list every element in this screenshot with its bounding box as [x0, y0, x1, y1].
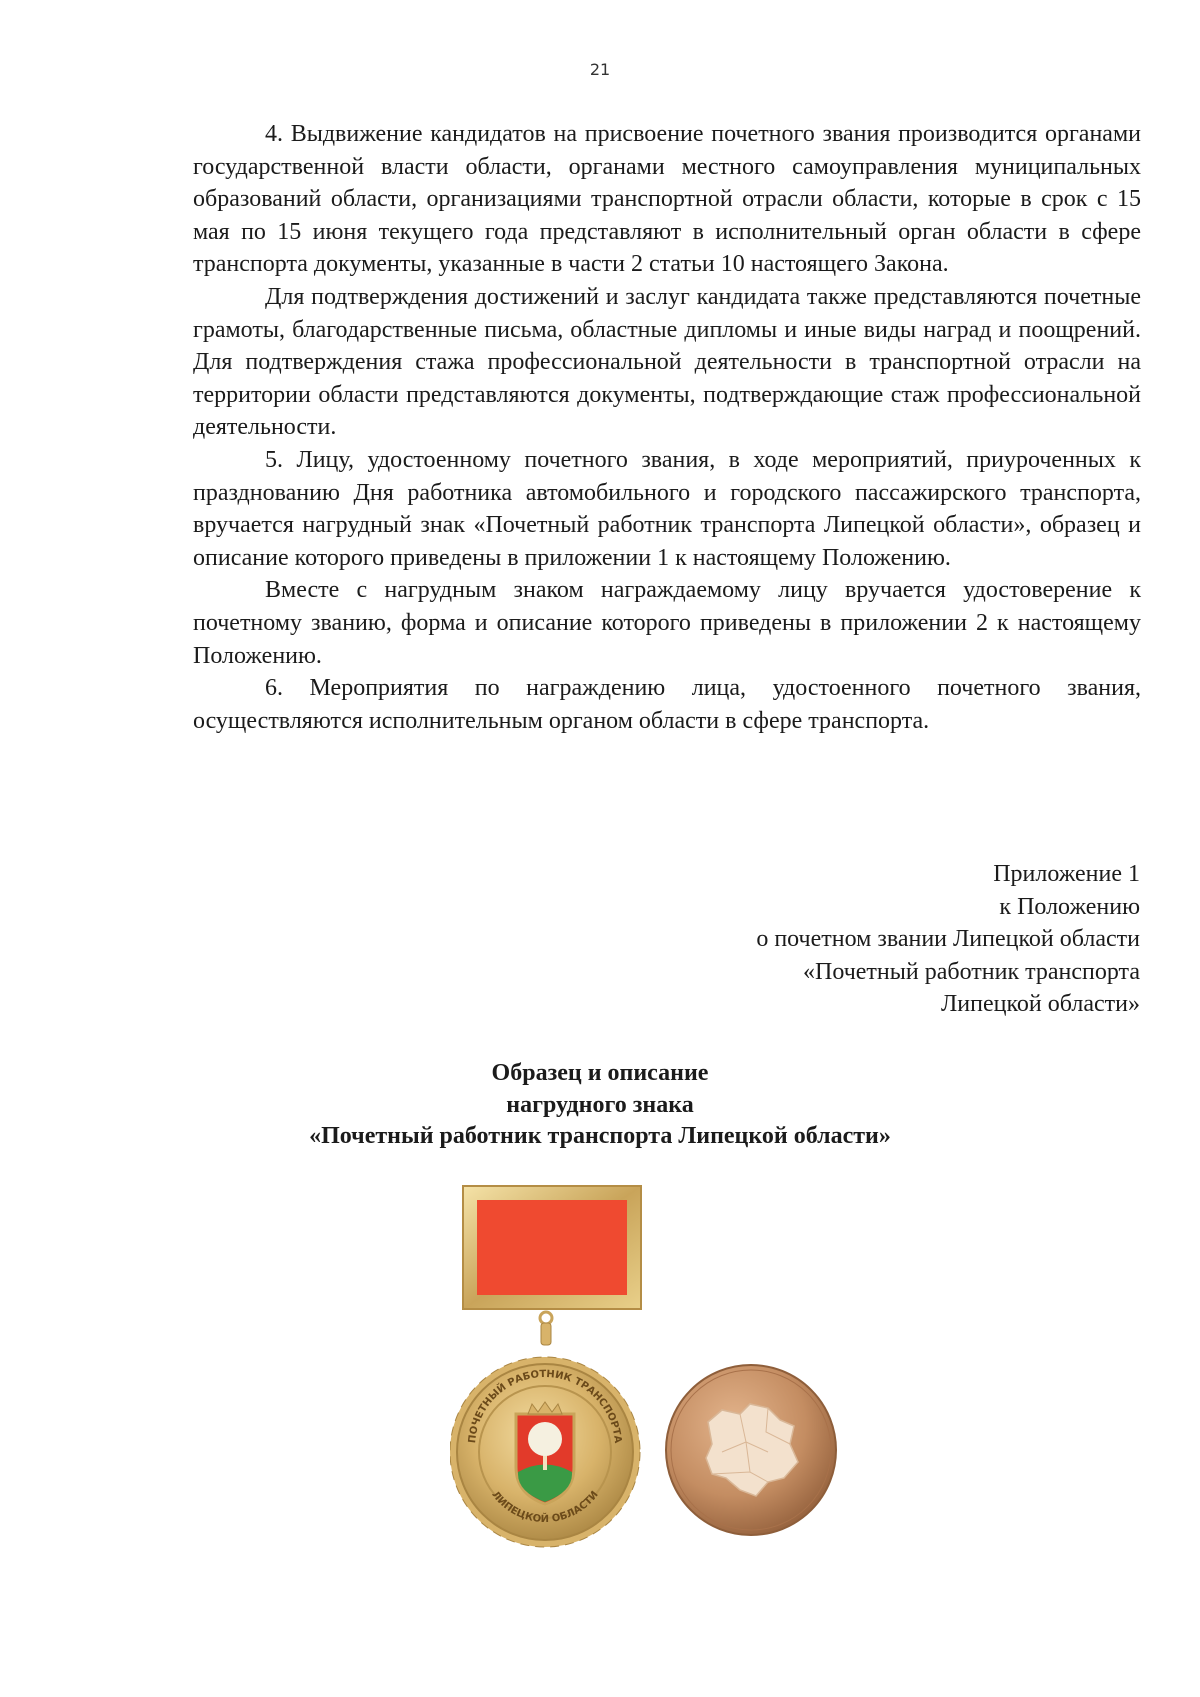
paragraph: 6. Мероприятия по награждению лица, удостоенного почетного звания, осуществляются исполнительным органом области в сфере транспорта.: [193, 675, 1141, 734]
page-number: 21: [589, 60, 611, 79]
badge-illustration: [450, 1182, 910, 1602]
ribbon-bar: [463, 1186, 641, 1309]
ring-text-bottom: ЛИПЕЦКОЙ ОБЛАСТИ: [489, 1489, 601, 1526]
coat-of-arms-icon: [516, 1402, 574, 1504]
section-title: [0, 1058, 1200, 1153]
badge-figure: [450, 1182, 910, 1602]
medal-front: [450, 1357, 640, 1547]
title-line: Образец и описание: [491, 1060, 709, 1086]
appendix-line: «Почетный работник транспорта: [802, 958, 1140, 985]
paragraph: 5. Лицу, удостоенному почетного звания, в ходе мероприятий, приуроченных к празднованию Дня работника автомобильного и городского пассажирского транспорта, вручается нагрудный знак «Почетный работник транспорта Липецкой области», образец и описание которого приведены в приложении 1 к настоящему Положению.: [193, 446, 1141, 571]
badge-connector: [540, 1312, 552, 1345]
appendix-line: Приложение 1: [993, 861, 1140, 887]
paragraph: 4. Выдвижение кандидатов на присвоение почетного звания производится органами государственной власти области, органами местного самоуправления муниципальных образований области, организациями транспортной отрасли области, которые в срок с 15 мая по 15 июня текущего года представляют в исполнительный орган области в сфере транспорта документы, указанные в части 2 статьи 10 настоящего Закона.: [193, 121, 1141, 278]
title-line: нагрудного знака: [506, 1091, 694, 1118]
appendix-line: к Положению: [999, 893, 1140, 920]
ring-text-top: ПОЧЕТНЫЙ РАБОТНИК ТРАНСПОРТА: [467, 1368, 623, 1444]
appendix-line: о почетном звании Липецкой области: [756, 926, 1140, 953]
body-text: [193, 118, 1141, 737]
medal-reverse: [666, 1365, 836, 1535]
paragraph: Для подтверждения достижений и заслуг кандидата также представляются почетные грамоты, благодарственные письма, областные дипломы и иные виды наград и поощрений. Для подтверждения стажа профессиональной деятельности в транспортной отрасли на территории области представляются документы, подтверждающие стаж профессиональной деятельности.: [193, 283, 1141, 441]
appendix-line: Липецкой области»: [941, 991, 1140, 1018]
title-line: «Почетный работник транспорта Липецкой области»: [309, 1123, 891, 1149]
paragraph: Вместе с нагрудным знаком награждаемому лицу вручается удостоверение к почетному званию, форма и описание которого приведены в приложении 2 к настоящему Положению.: [193, 577, 1141, 669]
appendix-reference: [756, 858, 1140, 1021]
